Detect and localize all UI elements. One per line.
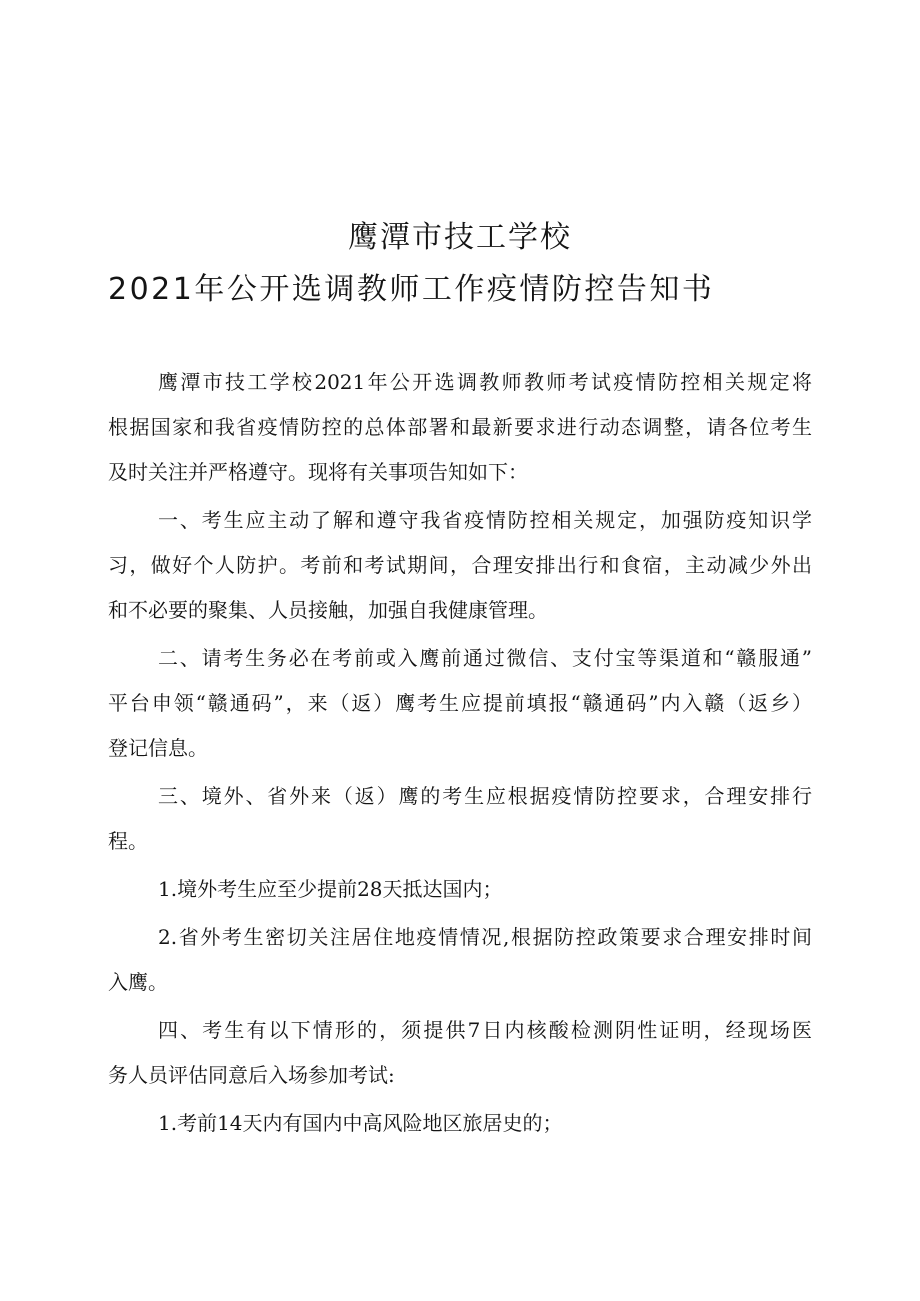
paragraph-line: 平台申领“赣通码”，来（返）鹰考生应提前填报“赣通码”内入赣（返乡）	[108, 691, 812, 715]
paragraph-item-3-sub-2	[108, 915, 812, 1005]
paragraph-line: 登记信息。	[108, 736, 208, 760]
paragraph-item-3	[108, 774, 812, 864]
document-body	[108, 360, 812, 1146]
paragraph-line: 2.省外考生密切关注居住地疫情情况,根据防控政策要求合理安排时间	[158, 925, 812, 949]
paragraph-item-3-sub-1	[108, 867, 812, 912]
paragraph-line: 入鹰。	[108, 970, 168, 994]
paragraph-item-4	[108, 1008, 812, 1098]
paragraph-line: 习，做好个人防护。考前和考试期间，合理安排出行和食宿，主动减少外出	[108, 553, 812, 577]
paragraph-line: 根据国家和我省疫情防控的总体部署和最新要求进行动态调整，请各位考生	[108, 415, 812, 439]
document-title-school: 鹰潭市技工学校	[348, 220, 572, 255]
paragraph-line: 务人员评估同意后入场参加考试:	[108, 1063, 395, 1087]
paragraph-line: 及时关注并严格遵守。现将有关事项告知如下：	[108, 460, 528, 484]
paragraph-line: 鹰潭市技工学校2021年公开选调教师教师考试疫情防控相关规定将	[158, 370, 812, 394]
paragraph-item-4-sub-1	[108, 1101, 812, 1146]
document-title-notice: 2021年公开选调教师工作疫情防控告知书	[108, 272, 715, 307]
paragraph-item-1	[108, 498, 812, 633]
paragraph-line: 和不必要的聚集、人员接触，加强自我健康管理。	[108, 598, 548, 622]
paragraph-line: 一、考生应主动了解和遵守我省疫情防控相关规定，加强防疫知识学	[158, 508, 812, 532]
paragraph-line: 1.考前14天内有国内中高风险地区旅居史的；	[158, 1111, 563, 1135]
paragraph-line: 程。	[108, 829, 148, 853]
paragraph-line: 三、境外、省外来（返）鹰的考生应根据疫情防控要求，合理安排行	[158, 784, 812, 808]
paragraph-line: 1.境外考生应至少提前28天抵达国内；	[158, 877, 503, 901]
paragraph-intro	[108, 360, 812, 495]
paragraph-item-2	[108, 636, 812, 771]
paragraph-line: 二、请考生务必在考前或入鹰前通过微信、支付宝等渠道和“赣服通”	[158, 646, 812, 670]
paragraph-line: 四、考生有以下情形的，须提供7日内核酸检测阴性证明，经现场医	[158, 1018, 812, 1042]
